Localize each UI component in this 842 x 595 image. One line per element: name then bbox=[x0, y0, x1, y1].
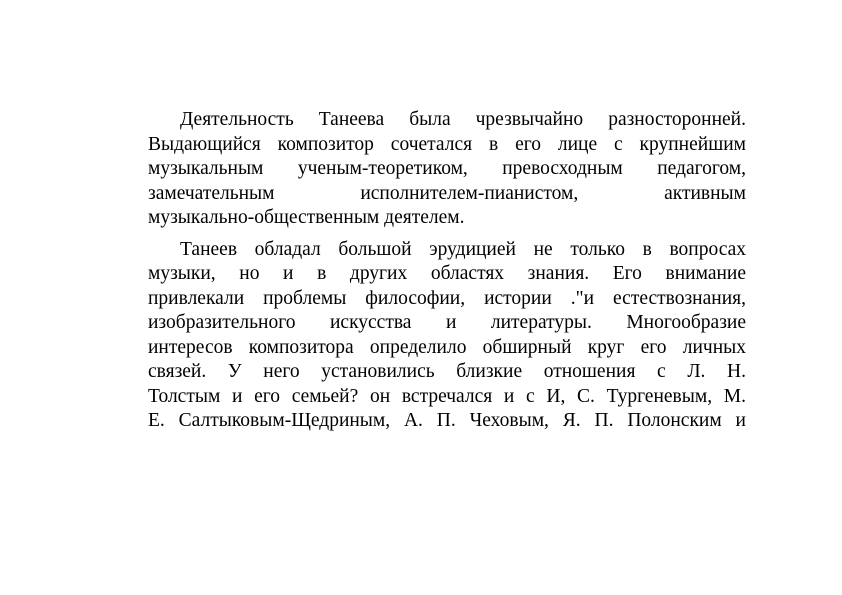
document-body bbox=[148, 108, 746, 434]
paragraph-line: Е. Салтыковым-Щедриным, А. П. Чеховым, Я. П. Полонским и bbox=[148, 410, 746, 431]
paragraph-spacer bbox=[148, 231, 746, 238]
paragraph-line: интересов композитора определило обширный круг его личных bbox=[148, 336, 746, 358]
paragraph-line: Выдающийся композитор сочетался в его лице с крупнейшим bbox=[148, 133, 746, 155]
paragraph-2 bbox=[148, 238, 746, 434]
paragraph-line: замечательным исполнителем-пианистом, активным bbox=[148, 182, 746, 204]
paragraph-line: музыкальным ученым-теоретиком, превосходным педагогом, bbox=[148, 158, 746, 179]
paragraph-line: Толстым и его семьей? он встречался и с И, С. Тургеневым, М. bbox=[148, 385, 746, 407]
paragraph-line: связей. У него установились близкие отношения с Л. Н. bbox=[148, 361, 746, 382]
paragraph-line: привлекали проблемы философии, истории ."и естествознания, bbox=[148, 287, 746, 309]
paragraph-line: музыки, но и в других областях знания. Его внимание bbox=[148, 263, 746, 284]
paragraph-line: музыкально-общественным деятелем. bbox=[148, 207, 465, 228]
paragraph-line: Деятельность Танеева была чрезвычайно разносторонней. bbox=[180, 109, 746, 130]
paragraph-line: Танеев обладал большой эрудицией не только в вопросах bbox=[180, 238, 746, 260]
paragraph-1 bbox=[148, 108, 746, 231]
paragraph-line: изобразительного искусства и литературы. Многообразие bbox=[148, 312, 746, 333]
